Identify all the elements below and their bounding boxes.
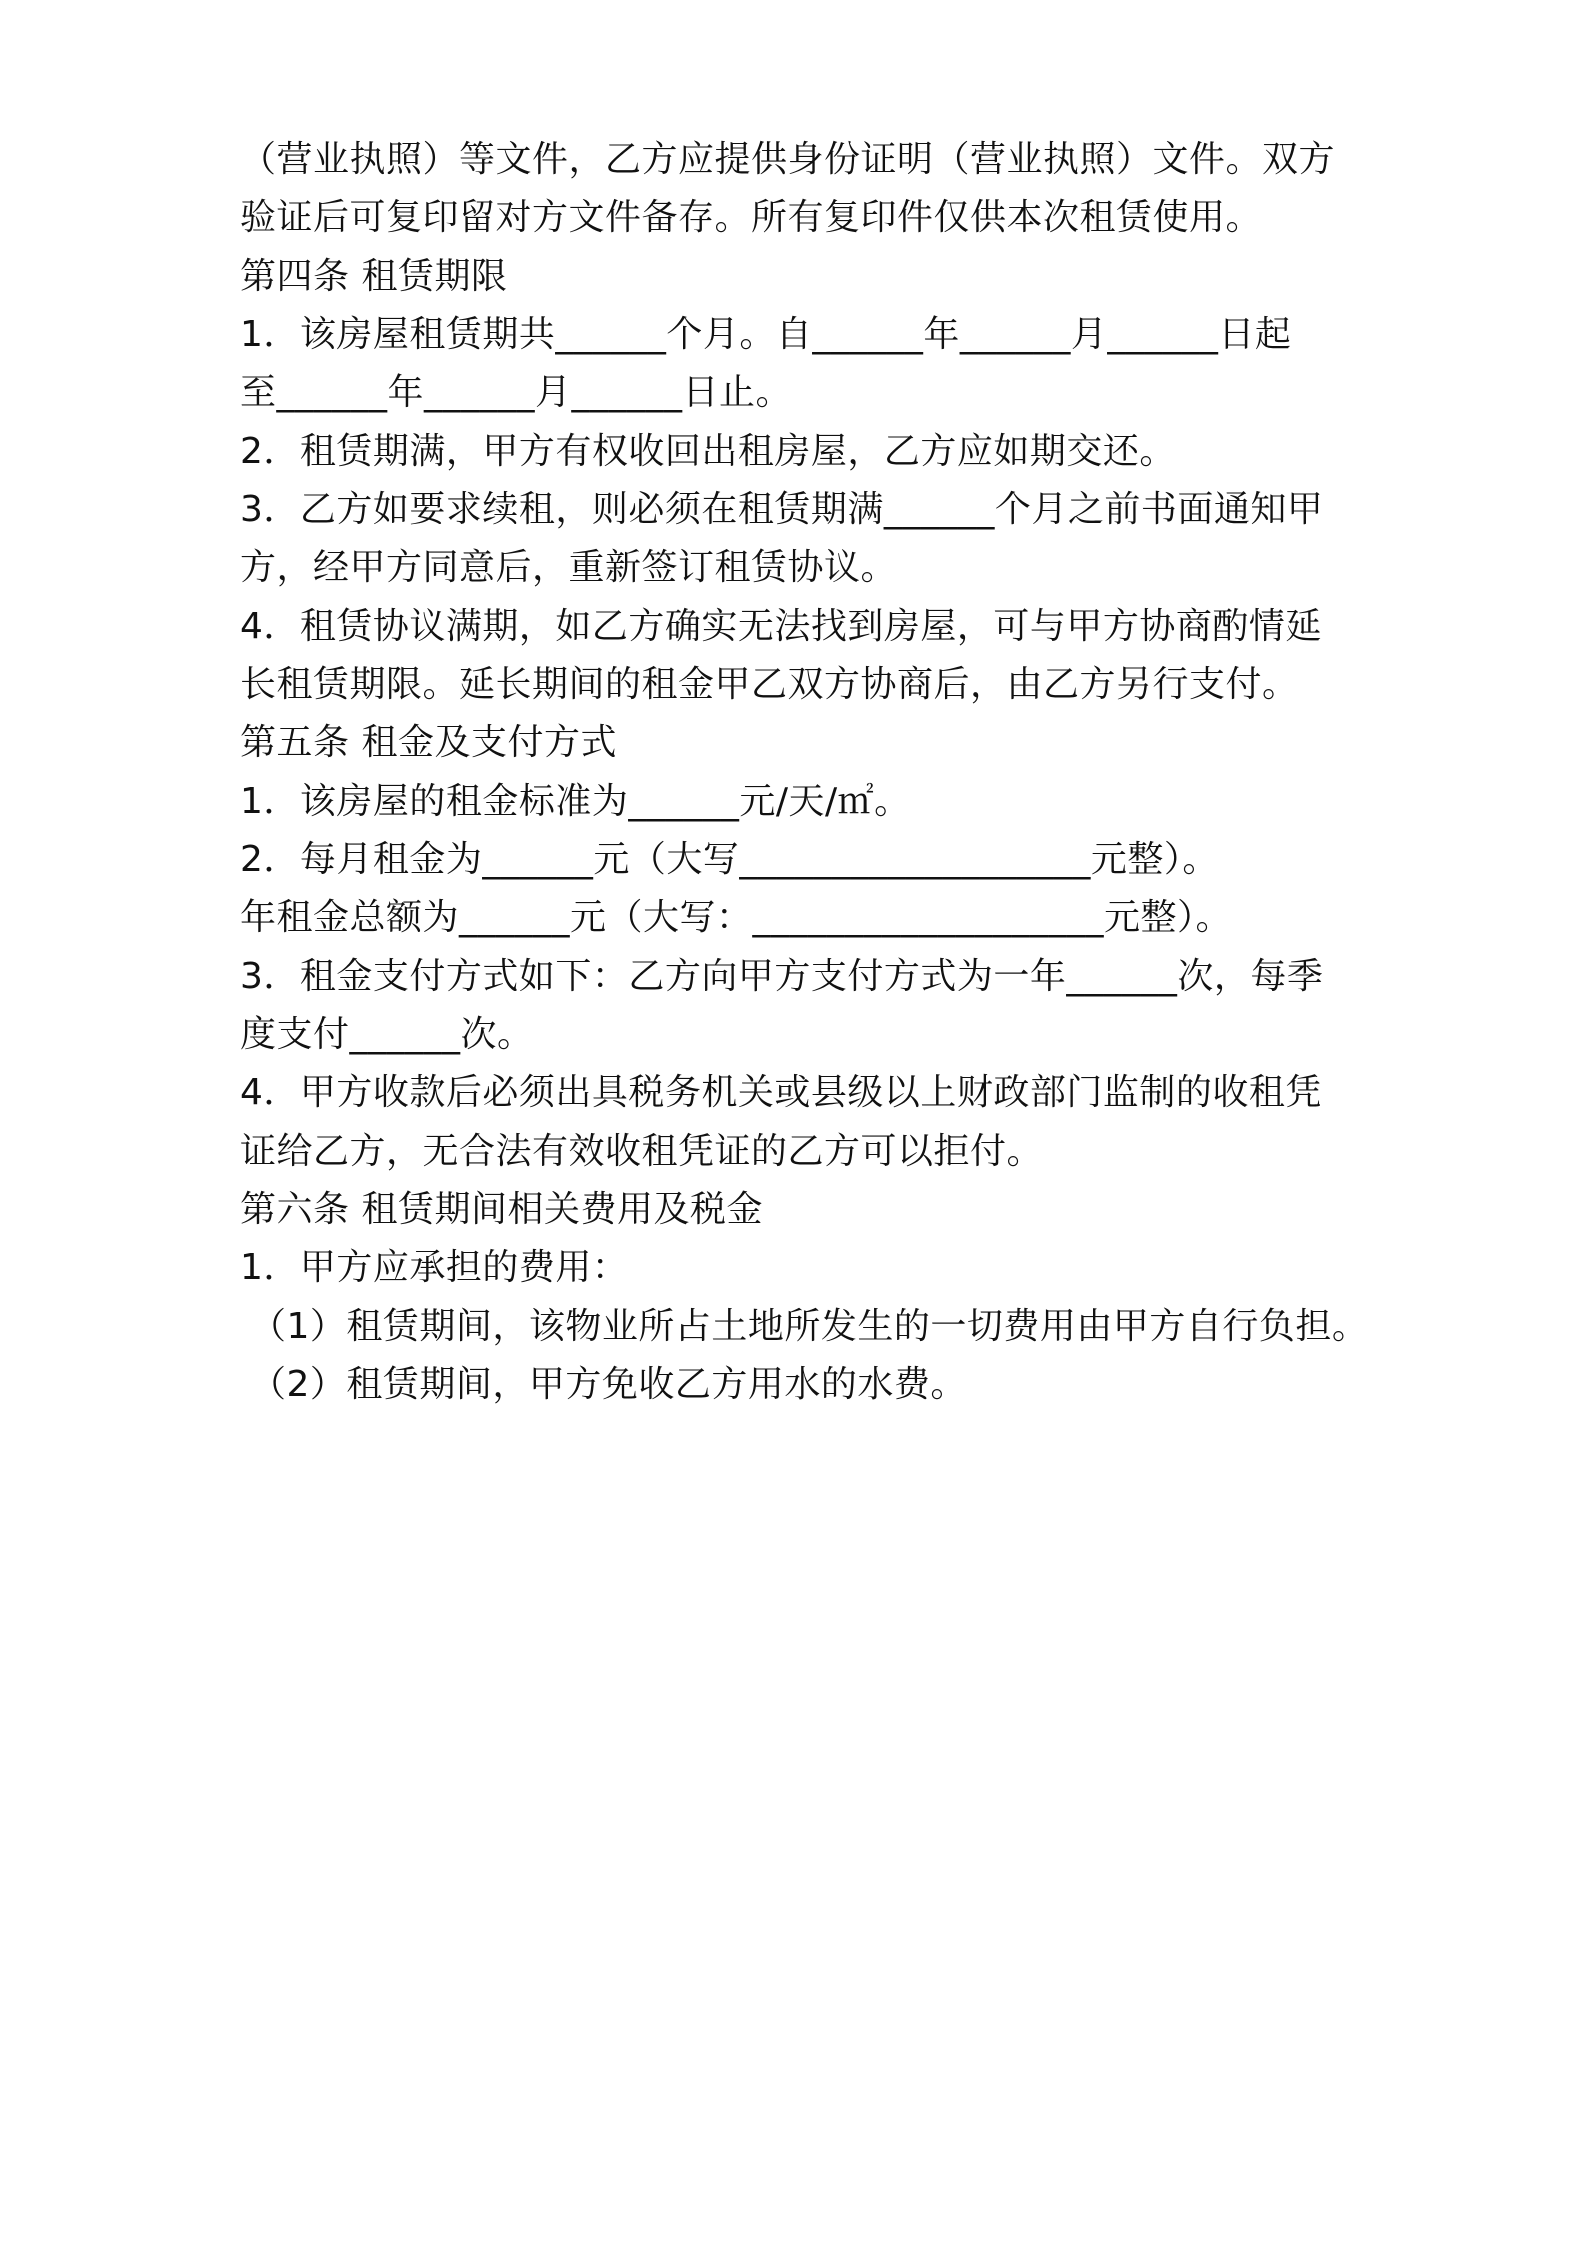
text-line: （营业执照）等文件，乙方应提供身份证明（营业执照）文件。双方 <box>240 139 1336 180</box>
text-line: 方，经甲方同意后，重新签订租赁协议。 <box>240 547 898 588</box>
text-line: 1．该房屋的租金标准为______元/天/㎡。 <box>240 781 911 822</box>
text-line: （2）租赁期间，甲方免收乙方用水的水费。 <box>250 1364 967 1405</box>
text-line: 3．乙方如要求续租，则必须在租赁期满______个月之前书面通知甲 <box>240 489 1324 530</box>
section-heading: 第六条 租赁期间相关费用及税金 <box>240 1189 763 1230</box>
text-line: （1）租赁期间，该物业所占土地所发生的一切费用由甲方自行负担。 <box>250 1306 1369 1347</box>
text-line: 年租金总额为______元（大写：___________________元整）。 <box>240 897 1233 938</box>
text-line: 长租赁期限。延长期间的租金甲乙双方协商后，由乙方另行支付。 <box>240 664 1299 705</box>
text-line: 1．该房屋租赁期共______个月。自______年______月______日起 <box>240 314 1292 355</box>
text-line: 验证后可复印留对方文件备存。所有复印件仅供本次租赁使用。 <box>240 197 1263 238</box>
text-line: 证给乙方，无合法有效收租凭证的乙方可以拒付。 <box>240 1131 1044 1172</box>
section-heading: 第五条 租金及支付方式 <box>240 722 617 763</box>
section-heading: 第四条 租赁期限 <box>240 256 508 297</box>
text-line: 1．甲方应承担的费用： <box>240 1247 629 1288</box>
text-line: 4．租赁协议满期，如乙方确实无法找到房屋，可与甲方协商酌情延 <box>240 606 1322 647</box>
text-line: 度支付______次。 <box>240 1014 534 1055</box>
text-line: 至______年______月______日止。 <box>240 372 793 413</box>
text-line: 2．租赁期满，甲方有权收回出租房屋，乙方应如期交还。 <box>240 431 1176 472</box>
text-line: 2．每月租金为______元（大写___________________元整）。 <box>240 839 1219 880</box>
text-line: 4．甲方收款后必须出具税务机关或县级以上财政部门监制的收租凭 <box>240 1072 1322 1113</box>
text-line: 3．租金支付方式如下：乙方向甲方支付方式为一年______次，每季 <box>240 956 1324 997</box>
